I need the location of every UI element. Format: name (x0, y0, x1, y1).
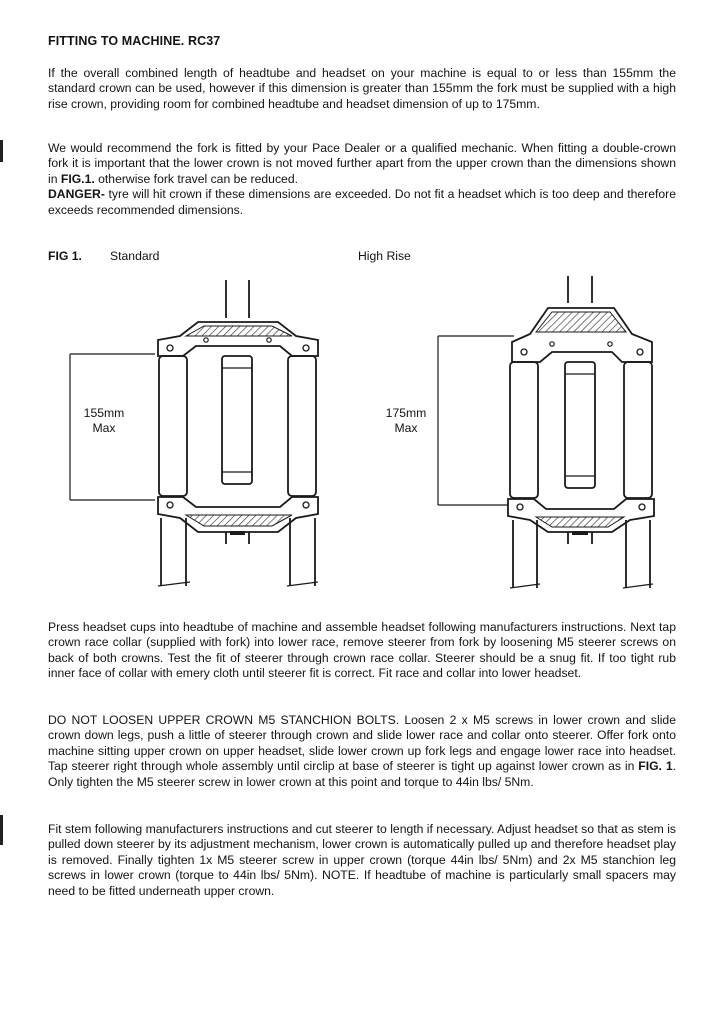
figure-highrise-label: High Rise (358, 249, 411, 263)
danger-text: tyre will hit crown if these dimensions are exceeded. Do not fit a headset which is too deep and therefore exceeds recommended dimensions. (48, 187, 676, 217)
standard-dimension-max: Max (92, 421, 116, 435)
page-title: FITTING TO MACHINE. RC37 (48, 34, 221, 48)
figure-reference-2: FIG. 1 (638, 759, 673, 774)
paragraph-intro: If the overall combined length of headtube and headset on your machine is equal to or less than 155mm the standard crown can be used, however if this dimension is greater than 155mm the fork must be supplied with a high rise crown, providing room for combined headtube and headset dimension of up to 175mm. (48, 66, 676, 111)
danger-label: DANGER- (48, 187, 105, 202)
paragraph-fitting-text: We would recommend the fork is fitted by your Pace Dealer or a qualified mechanic. When fitting a double-crown fork it is important that the lower crown is not moved further apart from the upper crown than the dimensions shown in (48, 141, 676, 186)
paragraph-stem: Fit stem following manufacturers instructions and cut steerer to length if necessary. Adjust headset so that as stem is pulled down steerer by its adjustment mechanism, lower crown is automatically pulled up and therefore headset play is removed. Finally tighten 1x M5 steerer screw in upper crown (torque 44in lbs/ 5Nm) and 2x M5 stanchion leg screws in lower crown (torque to 44in lbs/ 5Nm). NOTE. If headtube of machine is particularly small spacers may need to be fitted underneath upper crown. (48, 822, 676, 898)
highrise-fork-drawing (438, 276, 654, 588)
standard-dimension-label (74, 406, 134, 436)
paragraph-fitting-text-end: otherwise fork travel can be reduced. (94, 171, 298, 186)
figure-standard-label: Standard (110, 249, 160, 263)
highrise-dimension-label (376, 406, 436, 436)
paragraph-assembly-text-end: . Only tighten the M5 steerer screw in lower crown at this point and torque to 44in lbs/ 5Nm. (48, 759, 676, 789)
paragraph-headset: Press headset cups into headtube of machine and assemble headset following manufacturers instructions. Next tap crown race collar (supplied with fork) into lower race, remove steerer from fork by loosening M5 steerer screws on back of both crowns. Test the fit of steerer through crown race collar. Steerer should be a snug fit. If too tight rub inner face of collar with emery cloth until steerer fit is correct. Fit race and collar into lower headset. (48, 620, 676, 681)
figure-label: FIG 1. (48, 249, 82, 263)
paragraph-assembly-text: DO NOT LOOSEN UPPER CROWN M5 STANCHION BOLTS. Loosen 2 x M5 screws in lower crown and slide crown down legs, push a little of steerer through crown and slide lower race and collar onto steerer. Offer fork onto machine sitting upper crown on upper headset, slide lower crown up fork legs and engage lower race into headset. Tap steerer right through whole assembly until circlip at base of steerer is tight up against lower crown as in (48, 713, 676, 774)
highrise-dimension-max: Max (394, 421, 418, 435)
highrise-dimension-value: 175mm (385, 406, 427, 420)
figure-reference: FIG.1. (60, 171, 95, 186)
paragraph-assembly (48, 713, 676, 790)
standard-dimension-value: 155mm (83, 406, 125, 420)
